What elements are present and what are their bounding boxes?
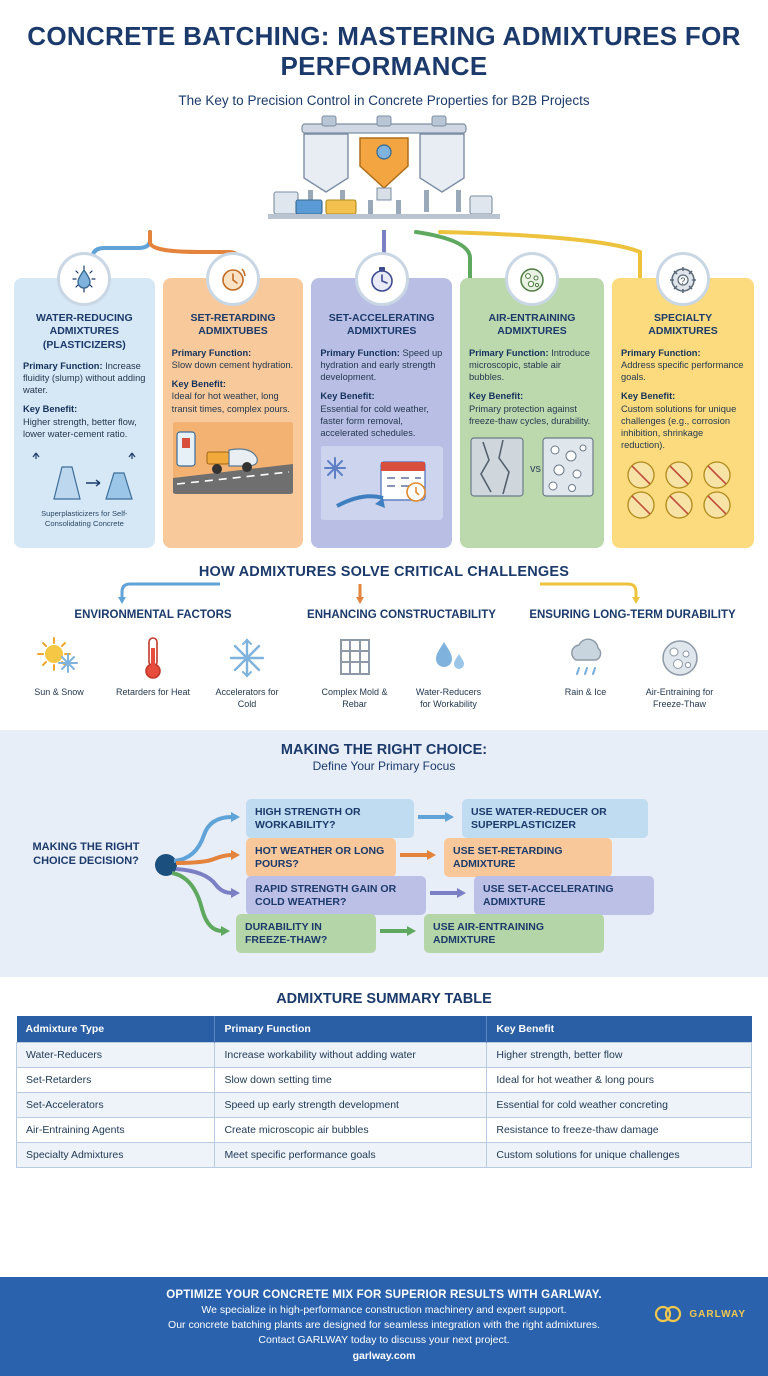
decision-section [0,730,768,977]
card-figure-specialty-icons [621,459,745,521]
decision-answer-3[interactable]: USE SET-ACCELERATING ADMIXTURE [474,876,654,916]
table-heading: ADMIXTURE SUMMARY TABLE [276,990,492,1007]
card-specialty[interactable] [612,278,754,548]
card-caption: Superplasticizers for Self-Consolidating Concrete [41,509,128,528]
brand-logo [655,1303,746,1325]
card-function: Primary Function: Slow down cement hydration. [171,347,294,370]
card-figure-slump [23,447,146,505]
page-subtitle: The Key to Precision Control in Concrete Properties for B2B Projects [178,93,590,109]
brand-name: GARLWAY [689,1308,746,1320]
challenge-item-label: Accelerators for Cold [215,687,279,709]
challenge-groups [20,608,748,710]
thermometer-icon [114,630,192,682]
footer-line-4: Contact GARLWAY today to discuss your next project. [258,1334,510,1346]
table-col-header: Admixture Type [17,1016,215,1043]
stopwatch-icon [355,252,409,306]
decision-answer-2[interactable]: USE SET-RETARDING ADMIXTURE [444,838,612,878]
table-cell: Create microscopic air bubbles [215,1117,487,1142]
table-cell: Higher strength, better flow [487,1042,752,1067]
water-drop-icon [57,252,111,306]
garlway-mark-icon [655,1303,683,1325]
air-bubbles-icon [641,630,719,682]
challenge-item-label: Water-Reducers for Workability [415,687,482,709]
card-benefit: Key Benefit: Primary protection against freeze-thaw cycles, durability. [469,391,591,426]
challenge-item [316,630,394,710]
decision-question-1[interactable]: HIGH STRENGTH OR WORKABILITY? [246,799,414,839]
summary-table-section [0,977,768,1178]
table-row [17,1042,752,1067]
challenge-item [410,630,488,710]
page-title: CONCRETE BATCHING: MASTERING ADMIXTURES FOR PERFORMANCE [27,21,741,81]
challenge-group-environmental [20,608,286,710]
card-benefit: Key Benefit: Ideal for hot weather, long transit times, complex pours. [171,379,290,414]
table-cell: Speed up early strength development [215,1092,487,1117]
table-cell: Meet specific performance goals [215,1142,487,1167]
challenge-item [114,630,192,710]
decision-tree [18,781,750,961]
decision-question-4[interactable]: DURABILITY IN FREEZE-THAW? [236,914,376,954]
svg-text:vs: vs [530,463,542,476]
table-row [17,1092,752,1117]
table-cell: Custom solutions for unique challenges [487,1142,752,1167]
footer-headline: OPTIMIZE YOUR CONCRETE MIX FOR SUPERIOR RESULTS WITH GARLWAY. [166,1289,602,1301]
challenge-item [641,630,719,710]
challenge-item [208,630,286,710]
challenges-section [0,548,768,720]
card-benefit: Key Benefit: Essential for cold weather, faster form removal, accelerated schedules. [320,391,429,439]
card-water-reducing[interactable] [14,278,155,548]
card-benefit: Key Benefit: Higher strength, better flow, lower water-cement ratio. [23,404,137,439]
clock-icon [206,252,260,306]
challenge-group-title: ENVIRONMENTAL FACTORS [74,609,232,622]
table-cell: Increase workability without adding water [215,1042,487,1067]
card-title: AIR-ENTRAINING ADMIXTURES [488,312,576,338]
footer-line-3: Our concrete batching plants are designed for seamless integration with the right admixtures. [168,1319,600,1331]
table-cell: Ideal for hot weather & long pours [487,1067,752,1092]
admixture-cards [0,278,768,548]
footer [0,1277,768,1376]
card-set-retarding[interactable] [163,278,304,548]
card-function: Primary Function: Introduce microscopic, stable air bubbles. [469,347,590,383]
card-title: SET-ACCELERATING ADMIXTURES [328,312,435,338]
challenge-arrows [20,580,748,606]
table-header-row [17,1016,752,1043]
card-function: Primary Function: Increase fluidity (slump) without adding water. [23,360,146,396]
table-cell: Slow down setting time [215,1067,487,1092]
card-title: WATER-REDUCING ADMIXTURES (PLASTICIZERS) [36,312,133,351]
card-title: SET-RETARDING ADMIXTUBES [190,312,276,338]
challenges-heading: HOW ADMIXTURES SOLVE CRITICAL CHALLENGES [198,564,570,581]
decision-answer-4[interactable]: USE AIR-ENTRAINING ADMIXTURE [424,914,604,954]
challenge-item-label: Complex Mold & Rebar [321,687,388,709]
challenge-item-label: Retarders for Heat [115,687,191,698]
decision-answer-1[interactable]: USE WATER-REDUCER OR SUPERPLASTICIZER [462,799,648,839]
decision-heading: MAKING THE RIGHT CHOICE: [280,741,488,758]
challenge-item-label: Rain & Ice [564,687,607,698]
water-drops-icon [410,630,488,682]
gear-question-icon [656,252,710,306]
decision-node-label: MAKING THE RIGHT CHOICE DECISION? [32,840,140,867]
footer-website[interactable]: garlway.com [352,1350,416,1362]
table-col-header: Primary Function [215,1016,487,1043]
table-col-header: Key Benefit [487,1016,752,1043]
decision-subheading: Define Your Primary Focus [312,758,456,773]
table-cell: Air-Entraining Agents [17,1117,215,1142]
challenge-item [20,630,98,710]
card-function: Primary Function: Address specific performance goals. [621,347,744,383]
challenge-item [547,630,625,710]
admixture-summary-table [16,1016,752,1168]
challenge-group-title: ENHANCING CONSTRUCTABILITY [307,609,496,622]
rebar-grid-icon [316,630,394,682]
card-set-accelerating[interactable] [311,278,452,548]
card-function: Primary Function: Speed up hydration and early strength development. [320,347,443,383]
card-title: SPECIALTY ADMIXTURES [648,312,718,338]
rain-cloud-icon [547,630,625,682]
card-figure-vs-comparison [469,434,595,500]
challenge-item-label: Air-Entraining for Freeze-Thaw [645,687,714,709]
table-cell: Specialty Admixtures [17,1142,215,1167]
footer-line-2: We specialize in high-performance construction machinery and expert support. [201,1304,567,1316]
challenge-item-label: Sun & Snow [34,687,84,698]
table-row [17,1067,752,1092]
table-cell: Set-Retarders [17,1067,215,1092]
card-figure-cold-schedule [320,446,443,520]
svg-text:?: ? [680,276,686,287]
snowflake-icon [208,630,286,682]
decision-question-3[interactable]: RAPID STRENGTH GAIN OR COLD WEATHER? [246,876,426,916]
table-cell: Resistance to freeze-thaw damage [487,1117,752,1142]
challenge-group-constructability [286,608,517,710]
bubbles-circle-icon [505,252,559,306]
card-figure-truck [172,422,295,494]
table-row [17,1117,752,1142]
table-cell: Essential for cold weather concreting [487,1092,752,1117]
batching-plant-illustration [0,112,768,230]
header [0,0,768,112]
table-cell: Water-Reducers [17,1042,215,1067]
table-row [17,1142,752,1167]
table-cell: Set-Accelerators [17,1092,215,1117]
challenge-group-durability [517,608,748,710]
card-air-entraining[interactable] [460,278,604,548]
challenge-group-title: ENSURING LONG-TERM DURABILITY [529,609,736,622]
card-benefit: Key Benefit: Custom solutions for unique challenges (e.g., corrosion inhibition, shrinkage reduction). [621,391,737,451]
sun-snow-icon [20,630,98,682]
decision-question-2[interactable]: HOT WEATHER OR LONG POURS? [246,838,396,878]
